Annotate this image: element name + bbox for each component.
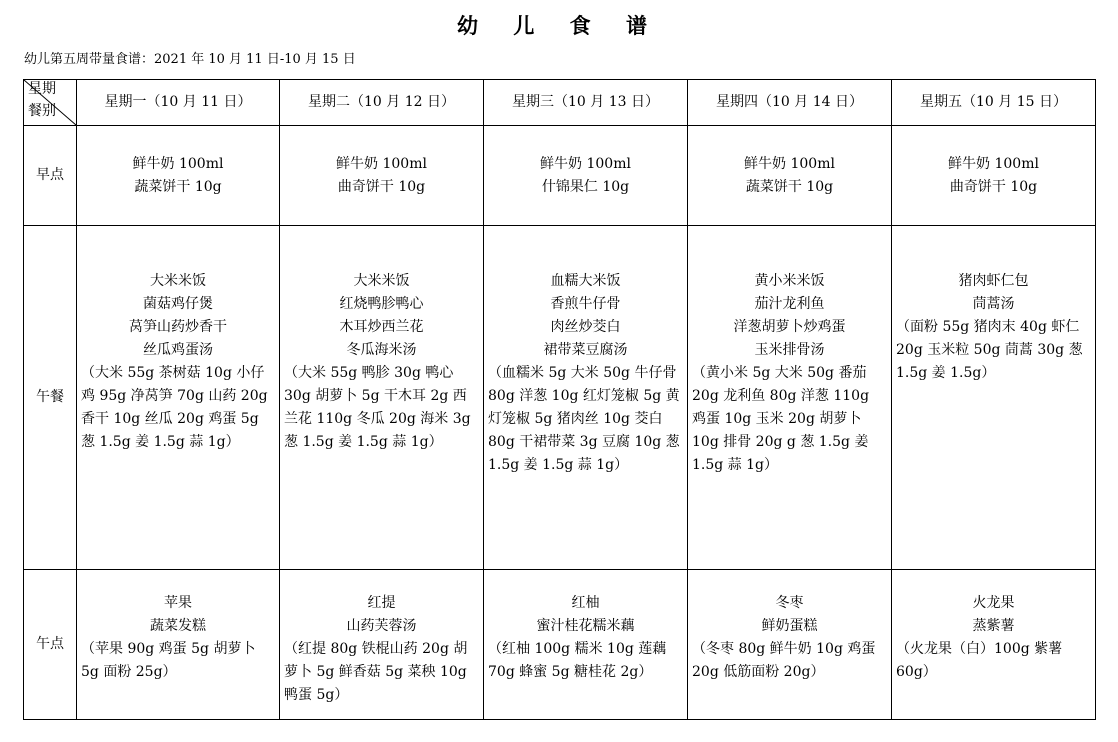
dish-name: 木耳炒西兰花 [339,319,424,335]
dish-name: 曲奇饼干 10g [337,178,426,195]
dish-name: 鲜奶蛋糕 [761,618,818,634]
dish-name: 苹果 [164,595,192,611]
ingredient-list: （红提 80g 铁棍山药 20g 胡萝卜 5g 鲜香菇 5g 菜秧 10g 鸭蛋 5g） [284,641,468,703]
ingredient-list: （黄小米 5g 大米 50g 番茄 20g 龙利鱼 80g 洋葱 110g 鸡蛋 10g 玉米 20g 胡萝卜 10g 排骨 20g g 葱 1.5g 姜 1.5g 蒜 1g） [692,365,870,473]
dish-name: 茼蒿汤 [972,296,1015,312]
dish-name: 肉丝炒茭白 [550,319,621,335]
dish-name: 香煎牛仔骨 [550,296,621,312]
lunch-cell [484,226,688,570]
breakfast-cell [77,126,280,226]
day-header-wed: 星期三（10 月 13 日） [484,80,688,126]
day-header-thu: 星期四（10 月 14 日） [688,80,892,126]
dish-name: 红柚 [571,595,600,611]
corner-cell [24,80,77,126]
breakfast-cell [280,126,484,226]
corner-meal-label: 餐别 [28,103,56,119]
dish-name: 蔬菜饼干 10g [745,178,834,195]
dish-name: 猪肉虾仁包 [958,273,1029,289]
header-row [24,80,1096,126]
snack-row [24,570,1096,720]
dish-name: 鲜牛奶 100ml [540,155,631,172]
dish-name: 什锦果仁 10g [541,178,630,195]
lunch-cell [892,226,1096,570]
ingredient-list: （火龙果（白）100g 紫薯 60g） [896,641,1063,680]
dish-name: 玉米排骨汤 [754,342,825,358]
lunch-cell [688,226,892,570]
dish-name: 冬枣 [775,595,804,611]
dish-name: 茄汁龙利鱼 [754,296,825,312]
dish-name: 蜜汁桂花糯米藕 [536,618,635,634]
dish-name: 蔬菜饼干 10g [134,178,222,195]
dish-name: 丝瓜鸡蛋汤 [143,342,213,358]
snack-cell [484,570,688,720]
dish-name: 鲜牛奶 100ml [132,155,224,172]
snack-cell [892,570,1096,720]
dish-name: 大米米饭 [150,273,206,289]
dish-name: 洋葱胡萝卜炒鸡蛋 [733,319,846,335]
dish-name: 鲜牛奶 100ml [336,155,427,172]
dish-name: 大米米饭 [353,273,410,289]
breakfast-cell [484,126,688,226]
dish-name: 冬瓜海米汤 [346,342,417,358]
dish-name: 莴笋山药炒香干 [129,319,227,335]
snack-cell [280,570,484,720]
dish-name: 曲奇饼干 10g [949,178,1038,195]
day-header-tue: 星期二（10 月 12 日） [280,80,484,126]
menu-subtitle: 幼儿第五周带量食谱：2021 年 10 月 11 日-10 月 15 日 [24,52,356,67]
lunch-cell [77,226,280,570]
dish-name: 蔬菜发糕 [150,618,206,634]
dish-name: 鲜牛奶 100ml [948,155,1039,172]
day-header-mon: 星期一（10 月 11 日） [77,80,280,126]
menu-table [23,79,1096,720]
breakfast-row [24,126,1096,226]
snack-cell [688,570,892,720]
ingredient-list: （冬枣 80g 鲜牛奶 10g 鸡蛋 20g 低筋面粉 20g） [692,641,876,680]
dish-name: 裙带菜豆腐汤 [543,342,628,358]
dish-name: 黄小米米饭 [754,273,825,289]
dish-name: 山药芙蓉汤 [346,618,417,634]
ingredient-list: （血糯米 5g 大米 50g 牛仔骨 80g 洋葱 10g 红灯笼椒 5g 黄灯笼椒 5g 猪肉丝 10g 茭白 80g 干裙带菜 3g 豆腐 10g 葱 1.5g 姜 1.5g 蒜 1g） [488,365,680,473]
dish-name: 红提 [367,595,396,611]
day-header-fri: 星期五（10 月 15 日） [892,80,1096,126]
breakfast-cell [688,126,892,226]
ingredient-list: （苹果 90g 鸡蛋 5g 胡萝卜 5g 面粉 25g） [81,641,256,680]
lunch-label: 午餐 [24,226,77,570]
corner-weekday-label: 星期 [28,81,56,97]
dish-name: 蒸紫薯 [972,618,1015,634]
ingredient-list: （大米 55g 鸭胗 30g 鸭心 30g 胡萝卜 5g 干木耳 2g 西兰花 110g 冬瓜 20g 海米 3g 葱 1.5g 姜 1.5g 蒜 1g） [284,365,471,450]
ingredient-list: （大米 55g 茶树菇 10g 小仔鸡 95g 净莴笋 70g 山药 20g 香干 10g 丝瓜 20g 鸡蛋 5g 葱 1.5g 姜 1.5g 蒜 1g） [81,365,268,450]
snack-cell [77,570,280,720]
dish-name: 火龙果 [972,595,1015,611]
lunch-row [24,226,1096,570]
dish-name: 血糯大米饭 [550,273,621,289]
breakfast-cell [892,126,1096,226]
snack-label: 午点 [24,570,77,720]
dish-name: 红烧鸭胗鸭心 [339,296,424,312]
ingredient-list: （面粉 55g 猪肉末 40g 虾仁 20g 玉米粒 50g 茼蒿 30g 葱 1.5g 姜 1.5g） [896,319,1083,381]
lunch-cell [280,226,484,570]
dish-name: 菌菇鸡仔煲 [143,296,213,312]
breakfast-label: 早点 [24,126,77,226]
ingredient-list: （红柚 100g 糯米 10g 莲藕 70g 蜂蜜 5g 糖桂花 2g） [488,641,667,680]
page-title: 幼 儿 食 谱 [457,13,661,38]
dish-name: 鲜牛奶 100ml [744,155,835,172]
